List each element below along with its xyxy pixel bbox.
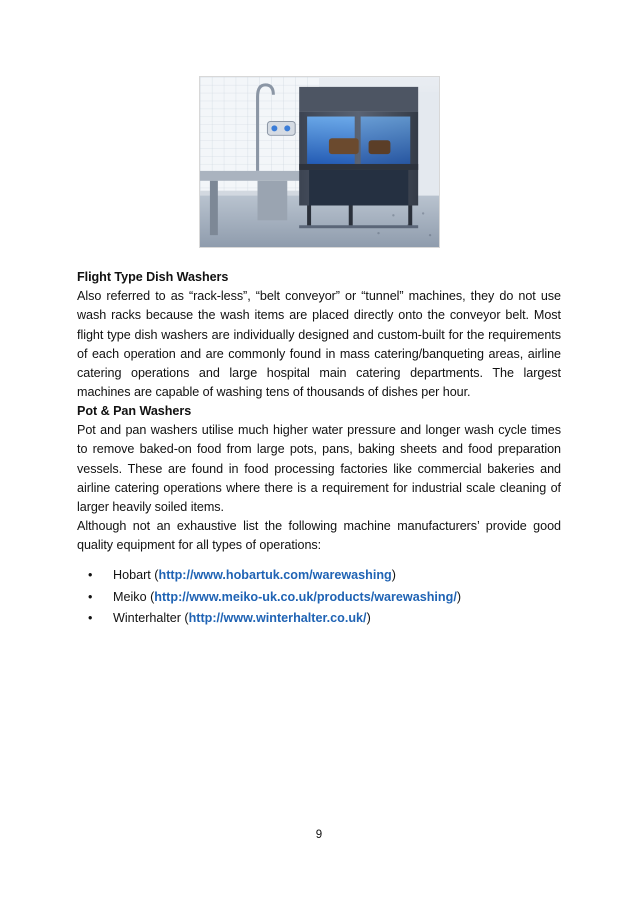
flight-type-section xyxy=(77,268,561,402)
paren-close: ) xyxy=(366,611,371,625)
flight-type-heading: Flight Type Dish Washers xyxy=(77,270,229,284)
pot-pan-section xyxy=(77,402,561,517)
manufacturer-name: Meiko xyxy=(113,589,147,604)
hobart-link[interactable]: http://www.hobartuk.com/warewashing xyxy=(158,568,392,582)
pot-pan-heading: Pot & Pan Washers xyxy=(77,404,192,418)
manufacturer-name: Winterhalter xyxy=(113,611,181,625)
paren-open: ( xyxy=(150,568,159,582)
manufacturer-name: Hobart xyxy=(113,568,151,582)
bullet-icon: • xyxy=(88,568,93,582)
list-item xyxy=(88,587,558,609)
paren-open: ( xyxy=(146,589,155,604)
winterhalter-link[interactable]: http://www.winterhalter.co.uk/ xyxy=(188,611,367,625)
pot-pan-paragraph: Pot and pan washers utilise much higher water pressure and longer wash cycle times to remove baked-on food from large pots, pans, baking sheets and food preparation vessels. These are found in food processing factories like commercial bakeries and airline catering operations where there is a requirement for industrial scale cleaning of larger heavily soiled items. xyxy=(77,423,561,515)
list-item xyxy=(88,565,558,587)
bullet-icon: • xyxy=(88,589,93,604)
manufacturer-list xyxy=(88,565,558,630)
paren-open: ( xyxy=(180,611,189,625)
list-item xyxy=(88,608,558,630)
manufacturers-intro: Although not an exhaustive list the following machine manufacturers’ provide good quality equipment for all types of operations: xyxy=(77,519,561,553)
bullet-icon: • xyxy=(88,611,93,625)
page-number: 9 xyxy=(315,829,323,841)
paren-close: ) xyxy=(391,568,396,582)
flight-type-paragraph: Also referred to as “rack-less”, “belt conveyor” or “tunnel” machines, they do not use wash racks because the wash items are placed directly onto the conveyor belt. Most flight type dish washers are individually designed and custom-built for the requirements of each operation and are commonly found in mass catering/banqueting areas, airline catering operations and large hospital main catering departments. The largest machines are capable of washing tens of thousands of dishes per hour. xyxy=(77,289,561,400)
meiko-link[interactable]: http://www.meiko-uk.co.uk/products/warewashing/ xyxy=(154,589,457,604)
paren-close: ) xyxy=(456,589,462,604)
dishwasher-illustration xyxy=(200,77,439,247)
manufacturers-section xyxy=(77,517,561,555)
flight-dishwasher-photo xyxy=(199,76,440,248)
